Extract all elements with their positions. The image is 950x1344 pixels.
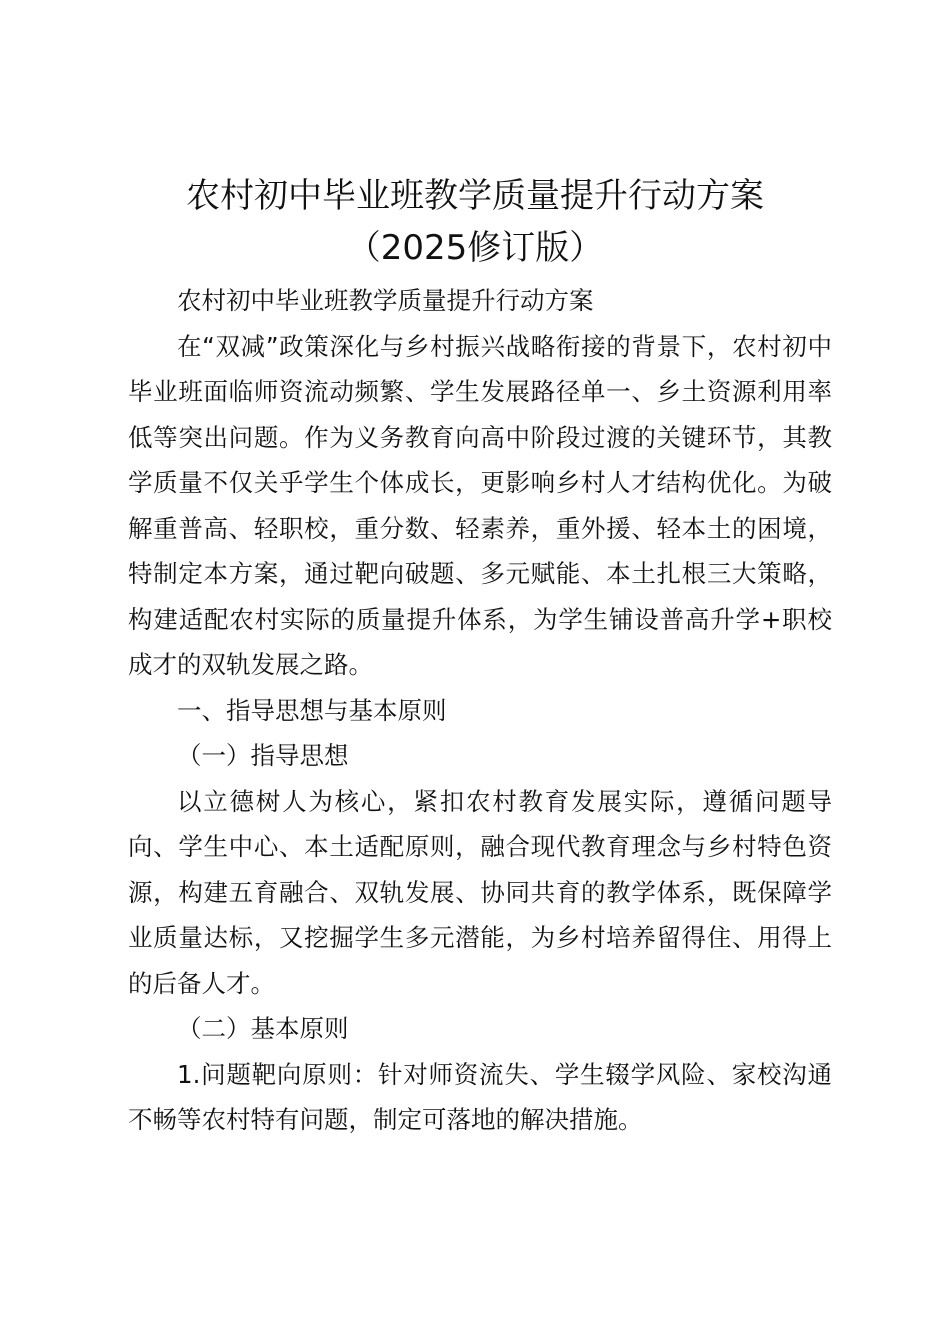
document-subtitle: （2025修订版） [346, 228, 604, 268]
section-heading-1: 一、指导思想与基本原则 [177, 695, 447, 725]
subsection-heading-guiding-ideology: （一）指导思想 [177, 741, 349, 770]
subsection-heading-basic-principles: （二）基本原则 [177, 1014, 349, 1043]
guiding-ideology-paragraph: 以立德树人为核心，紧扣农村教育发展实际，遵循问题导向、学生中心、本土适配原则，融合现代教育理念与乡村特色资源，构建五育融合、双轨发展、协同共育的教学体系，既保障学业质量达标，又挖掘学生多元潜能，为乡村培养留得住、用得上的后备人才。 [128, 786, 832, 998]
document-title: 农村初中毕业班教学质量提升行动方案 [186, 176, 764, 216]
document-body [128, 278, 832, 1143]
body-heading-repeat: 农村初中毕业班教学质量提升行动方案 [177, 286, 594, 315]
principle-item-1: 1.问题靶向原则：针对师资流失、学生辍学风险、家校沟通不畅等农村特有问题，制定可落地的解决措施。 [128, 1059, 832, 1134]
intro-paragraph: 在“双减”政策深化与乡村振兴战略衔接的背景下，农村初中毕业班面临师资流动频繁、学生发展路径单一、乡土资源利用率低等突出问题。作为义务教育向高中阶段过渡的关键环节，其教学质量不仅关乎学生个体成长，更影响乡村人才结构优化。为破解重普高、轻职校，重分数、轻素养，重外援、轻本土的困境，特制定本方案，通过靶向破题、多元赋能、本土扎根三大策略，构建适配农村实际的质量提升体系，为学生铺设普高升学+职校成才的双轨发展之路。 [128, 331, 832, 679]
